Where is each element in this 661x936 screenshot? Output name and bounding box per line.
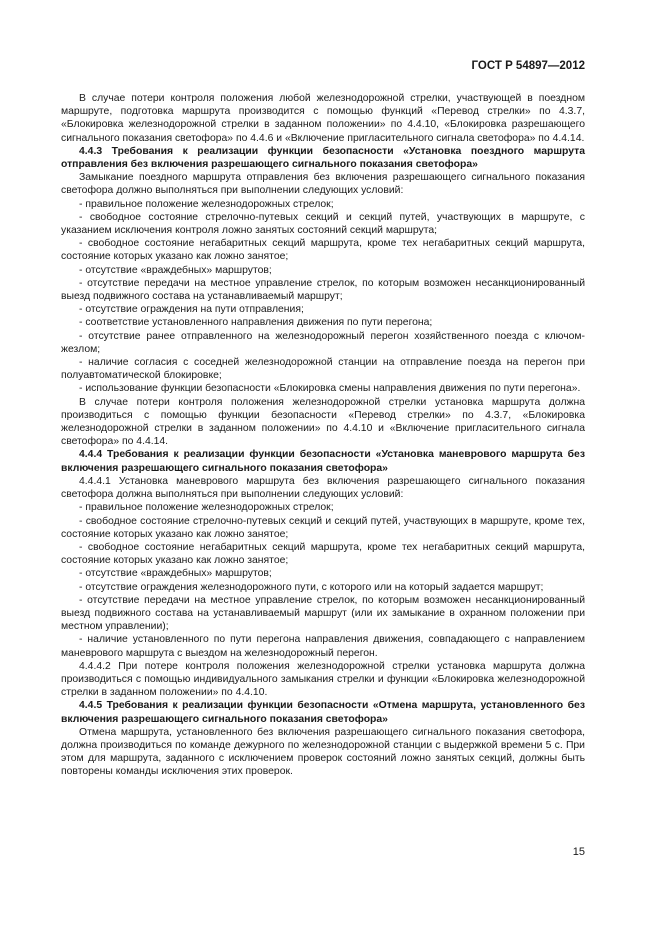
list-item: - свободное состояние негабаритных секций маршрута, кроме тех негабаритных секций маршрута, состояние которых указано как ложно занятое; bbox=[61, 541, 585, 567]
section-heading-4-4-4: 4.4.4 Требования к реализации функции безопасности «Установка маневрового маршрута без включения разрешающего сигнального показания светофора» bbox=[61, 449, 585, 474]
list-item: - отсутствие ранее отправленного на железнодорожный перегон хозяйственного поезда с ключом-жезлом; bbox=[61, 330, 585, 355]
page-number: 15 bbox=[572, 846, 585, 858]
list-item: - отсутствие «враждебных» маршрутов; bbox=[79, 568, 272, 580]
list-item: - отсутствие «враждебных» маршрутов; bbox=[79, 264, 272, 276]
paragraph: Замыкание поездного маршрута отправления без включения разрешающего сигнального показания светофора должно выполняться при выполнении следующих условий: bbox=[61, 172, 585, 197]
list-item: - отсутствие ограждения железнодорожного пути, с которого или на который задается маршрут; bbox=[79, 581, 544, 593]
list-item: - правильное положение железнодорожных стрелок; bbox=[79, 198, 334, 210]
list-item: - наличие согласия с соседней железнодорожной станции на отправление поезда на перегон при полуавтоматической блокировке; bbox=[61, 357, 585, 382]
section-heading-4-4-3: 4.4.3 Требования к реализации функции безопасности «Установка поездного маршрута отправления без включения разрешающего сигнального показания светофора» bbox=[61, 145, 585, 171]
list-item: - наличие установленного по пути перегона направления движения, совпадающего с направлением маневрового маршрута с выездом на железнодорожный перегон. bbox=[61, 634, 585, 659]
paragraph: 4.4.4.1 Установка маневрового маршрута без включения разрешающего сигнального показания светофора должна выполняться при выполнении следующих условий: bbox=[61, 475, 585, 501]
list-item: - отсутствие передачи на местное управление стрелок, по которым возможен несанкционированный выезд подвижного состава на устанавливаемый маршрут; bbox=[61, 277, 585, 303]
list-item: - использование функции безопасности «Блокировка смены направления движения по пути перегона». bbox=[79, 383, 581, 395]
list-item: - отсутствие передачи на местное управление стрелок, по которым возможен несанкционированный выезд подвижного состава на устанавливаемый маршрут (или их замыкание в охранном положении при местном управлении); bbox=[61, 594, 585, 633]
list-item: - соответствие установленного направления движения по пути перегона; bbox=[79, 317, 433, 329]
document-code: ГОСТ Р 54897—2012 bbox=[471, 60, 585, 72]
paragraph: В случае потери контроля положения любой железнодорожной стрелки, участвующей в поездном маршруте, подготовка маршрута производится с помощью функций «Перевод стрелки» по 4.3.7, «Блокировка железнодорожной стрелки в заданном положении» по 4.4.10, «Блокировка разрешающего сигнального показания светофора» по 4.4.6 и «Включение пригласительного сигнала светофора» по 4.4.14. bbox=[61, 93, 585, 144]
list-item: - правильное положение железнодорожных стрелок; bbox=[79, 502, 334, 514]
list-item: - отсутствие ограждения на пути отправления; bbox=[79, 304, 304, 316]
list-item: - свободное состояние стрелочно-путевых секций и секций путей, участвующих в маршруте, с указанием исключения контроля ложно занятых состояний секций маршрута; bbox=[61, 211, 585, 237]
page-body bbox=[61, 92, 585, 779]
paragraph: Отмена маршрута, установленного без включения разрешающего сигнального показания светофора, должна производиться по команде дежурного по железнодорожной станции с выдержкой времени 5 с. При этом для маршрута, заданного с исключением проверок состояний ложно занятых секций, должны быть повторены команды исключения этих проверок. bbox=[61, 726, 585, 778]
list-item: - свободное состояние негабаритных секций маршрута, кроме тех негабаритных секций маршрута, состояние которых указано как ложно занятое; bbox=[61, 238, 585, 263]
list-item: - свободное состояние стрелочно-путевых секций и секций путей, участвующих в маршруте, кроме тех, состояние которых указано как ложно занятое; bbox=[61, 515, 585, 540]
paragraph: 4.4.4.2 При потере контроля положения железнодорожной стрелки установка маршрута должна производиться с помощью индивидуального замыкания стрелки и функции «Блокировка железнодорожной стрелки в заданном положении» по 4.4.10. bbox=[61, 660, 585, 699]
section-heading-4-4-5: 4.4.5 Требования к реализации функции безопасности «Отмена маршрута, установленного без включения разрешающего сигнального показания светофора» bbox=[61, 700, 585, 725]
paragraph: В случае потери контроля положения железнодорожной стрелки установка маршрута должна производиться с помощью функции безопасности «Перевод стрелки» по 4.3.7, «Блокировка железнодорожной стрелки в заданном положении» по 4.4.10 и «Включение пригласительного сигнала светофора» по 4.4.14. bbox=[61, 396, 585, 448]
